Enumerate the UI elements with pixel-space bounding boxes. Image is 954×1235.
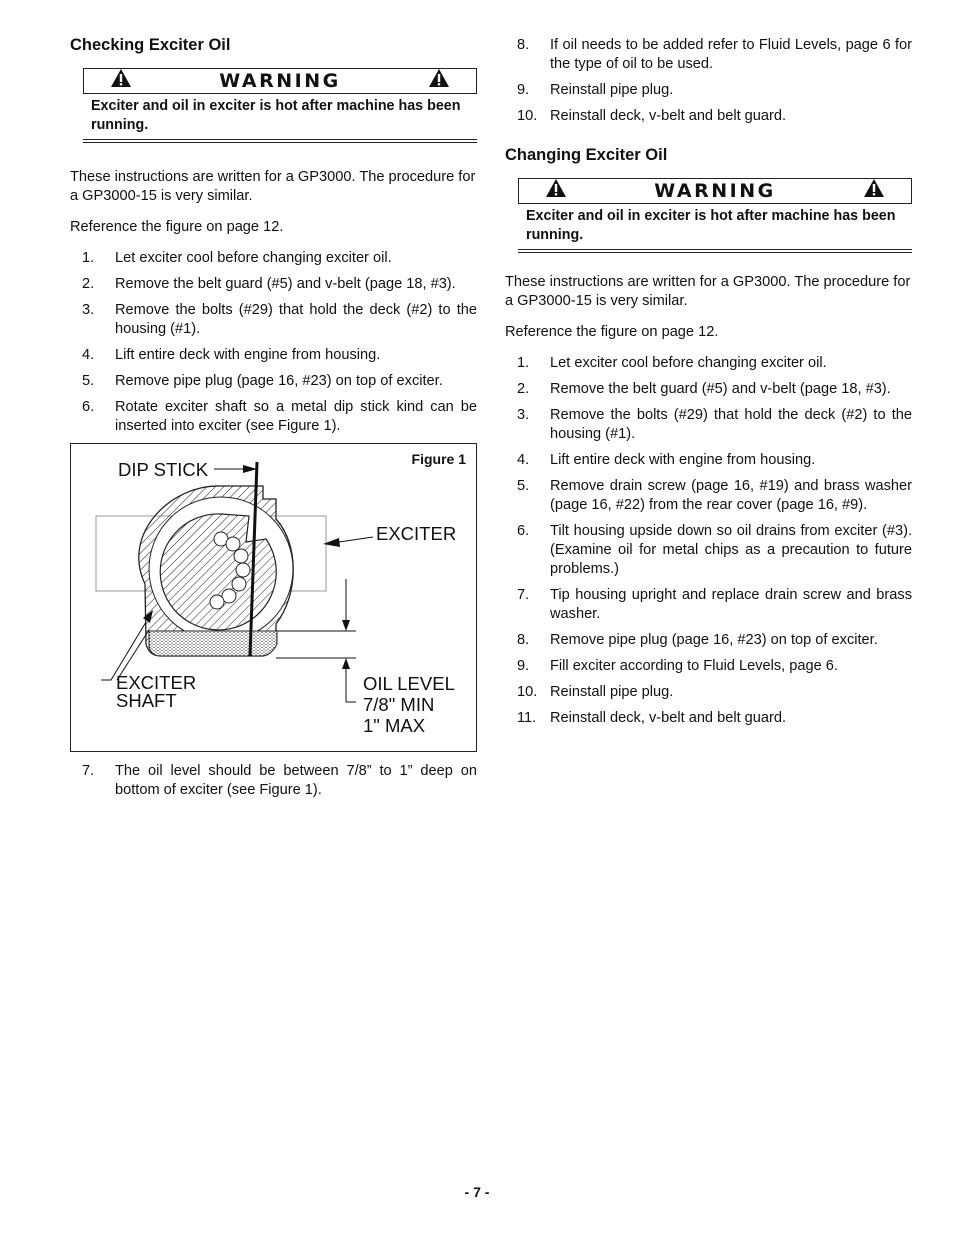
list-item: 7. The oil level should be between 7/8” to 1” deep on bottom of exciter (see Figure 1). [82, 763, 477, 798]
exciter-label: EXCITER [376, 523, 457, 544]
steps-list [505, 354, 912, 728]
warning-word: WARNING [219, 69, 341, 92]
reference-paragraph: Reference the figure on page 12. [70, 219, 284, 235]
list-item: 2. Remove the belt guard (#5) and v-belt (page 18, #3). [517, 381, 891, 397]
warning-text: Exciter and oil in exciter is hot after machine has been running. [83, 94, 477, 143]
exciter-shaft-label-2: SHAFT [116, 690, 177, 711]
list-item: 9. Reinstall pipe plug. [517, 82, 674, 98]
warning-triangle-icon [110, 68, 132, 94]
warning-box [505, 178, 912, 253]
section-heading-checking: Checking Exciter Oil [70, 36, 231, 54]
right-column [505, 36, 912, 735]
warning-header [518, 178, 912, 204]
list-item: 4. Lift entire deck with engine from housing. [82, 347, 381, 363]
list-item: 5. Remove pipe plug (page 16, #23) on top of exciter. [82, 373, 443, 389]
list-item: 10. Reinstall pipe plug. [517, 684, 674, 700]
intro-paragraph: These instructions are written for a GP3000. The procedure for a GP3000-15 is very similar. [70, 169, 476, 204]
oil-level-label-1: OIL LEVEL [363, 673, 455, 694]
steps-list-continued [70, 762, 477, 800]
list-item: 10. Reinstall deck, v-belt and belt guard. [517, 108, 787, 124]
list-item: 1. Let exciter cool before changing exciter oil. [82, 250, 392, 266]
steps-list-continued [505, 36, 912, 126]
figure-title: Figure 1 [411, 451, 466, 467]
warning-word: WARNING [654, 179, 776, 202]
warning-triangle-icon [428, 68, 450, 94]
section-heading-changing: Changing Exciter Oil [505, 146, 668, 164]
list-item: 7. Tip housing upright and replace drain screw and brass washer. [517, 587, 912, 622]
figure-1 [70, 443, 477, 752]
list-item: 8. Remove pipe plug (page 16, #23) on top of exciter. [517, 632, 878, 648]
list-item: 8. If oil needs to be added refer to Fluid Levels, page 6 for the type of oil to be used. [517, 37, 912, 72]
reference-paragraph: Reference the figure on page 12. [505, 324, 719, 340]
warning-triangle-icon [863, 178, 885, 204]
left-column [70, 34, 477, 807]
exciter-shaft-label-1: EXCITER [116, 672, 197, 693]
list-item: 1. Let exciter cool before changing exciter oil. [517, 355, 827, 371]
warning-triangle-icon [545, 178, 567, 204]
oil-level-label-3: 1" MAX [363, 715, 426, 736]
dip-stick-label: DIP STICK [118, 459, 209, 480]
steps-list [70, 249, 477, 436]
intro-paragraph: These instructions are written for a GP3000. The procedure for a GP3000-15 is very similar. [505, 274, 911, 309]
list-item: 4. Lift entire deck with engine from housing. [517, 452, 816, 468]
list-item: 6. Tilt housing upside down so oil drains from exciter (#3). (Examine oil for metal chips as a precaution to future problems.) [517, 523, 912, 577]
list-item: 5. Remove drain screw (page 16, #19) and brass washer (page 16, #22) from the rear cover (page 16, #9). [517, 478, 912, 513]
warning-text: Exciter and oil in exciter is hot after machine has been running. [518, 204, 912, 253]
warning-box [70, 68, 477, 143]
list-item: 2. Remove the belt guard (#5) and v-belt (page 18, #3). [82, 276, 456, 292]
list-item: 3. Remove the bolts (#29) that hold the deck (#2) to the housing (#1). [517, 407, 912, 442]
list-item: 6. Rotate exciter shaft so a metal dip stick kind can be inserted into exciter (see Figure 1). [82, 399, 477, 434]
page-number: - 7 - [464, 1184, 490, 1200]
list-item: 9. Fill exciter according to Fluid Levels, page 6. [517, 658, 838, 674]
oil-level-label-2: 7/8" MIN [363, 694, 435, 715]
warning-header [83, 68, 477, 94]
list-item: 3. Remove the bolts (#29) that hold the deck (#2) to the housing (#1). [82, 302, 477, 337]
list-item: 11. Reinstall deck, v-belt and belt guard. [517, 710, 787, 726]
